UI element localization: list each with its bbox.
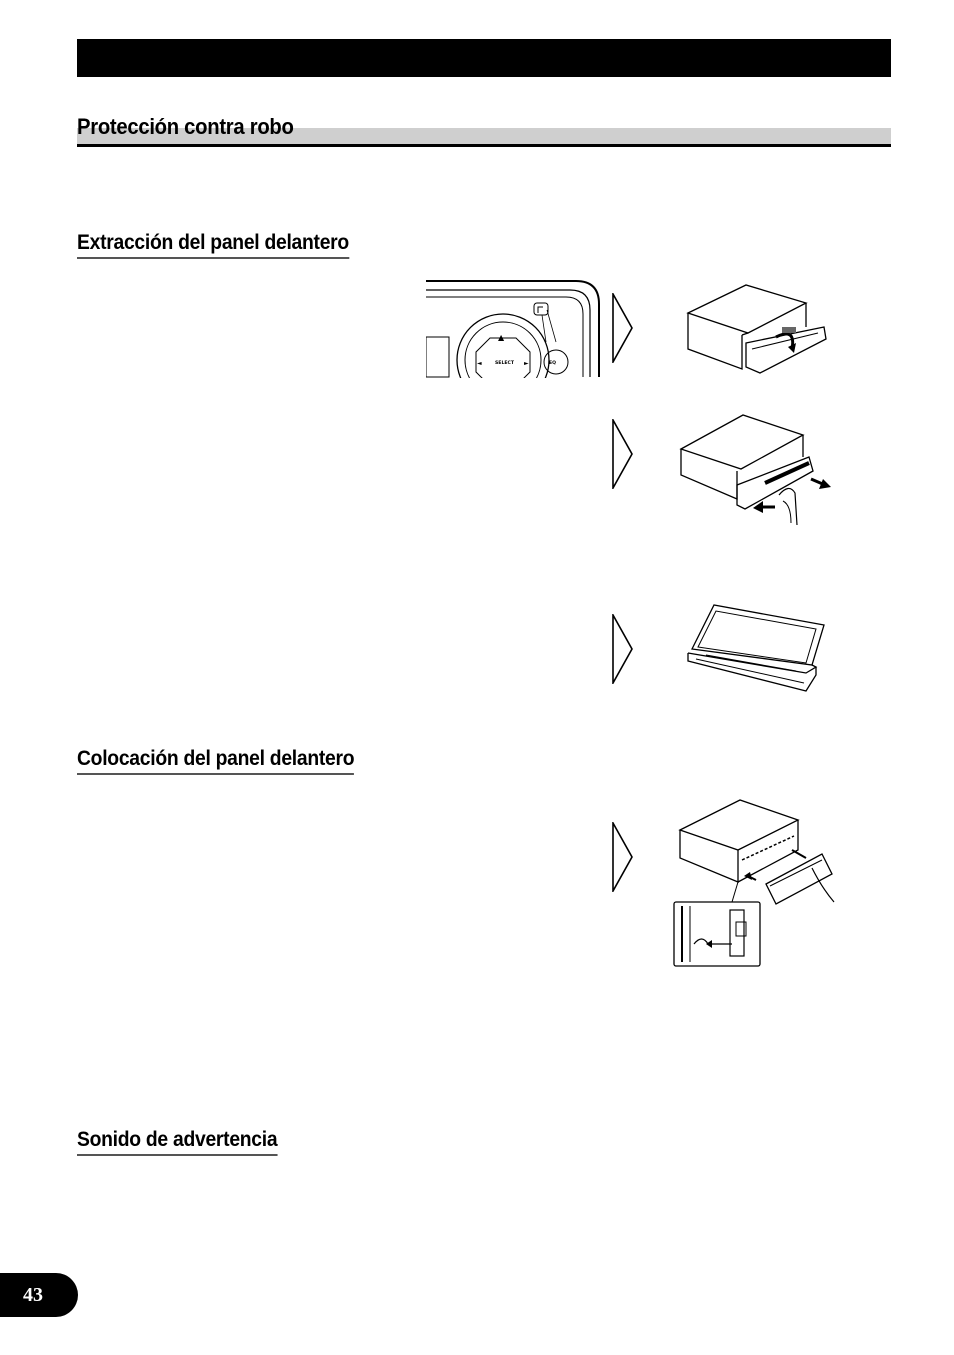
step-arrow-icon xyxy=(612,614,634,684)
attach-panel-illustration xyxy=(672,798,837,968)
select-button: SELECT xyxy=(495,361,515,366)
subhead-attach: Colocación del panel delantero xyxy=(77,746,354,775)
heading-rule xyxy=(77,144,891,147)
front-panel-illustration xyxy=(426,280,601,378)
subhead-warning: Sonido de advertencia xyxy=(77,1127,277,1156)
step-arrow-icon xyxy=(612,419,634,489)
right-arrow-icon: ► xyxy=(524,360,529,367)
protective-case-illustration xyxy=(686,603,826,695)
up-arrow-icon: ▲ xyxy=(498,333,505,342)
page-number: 43 xyxy=(0,1273,78,1317)
open-panel-illustration xyxy=(686,283,836,375)
remove-panel-illustration xyxy=(679,413,834,531)
section-heading xyxy=(77,114,891,147)
step-arrow-icon xyxy=(612,293,634,363)
step-arrow-icon xyxy=(612,822,634,892)
left-arrow-icon: ◄ xyxy=(477,360,482,367)
eq-button: EQ xyxy=(549,361,557,366)
subhead-removal: Extracción del panel delantero xyxy=(77,230,349,259)
header-bar xyxy=(77,39,891,77)
section-title: Protección contra robo xyxy=(77,114,294,139)
